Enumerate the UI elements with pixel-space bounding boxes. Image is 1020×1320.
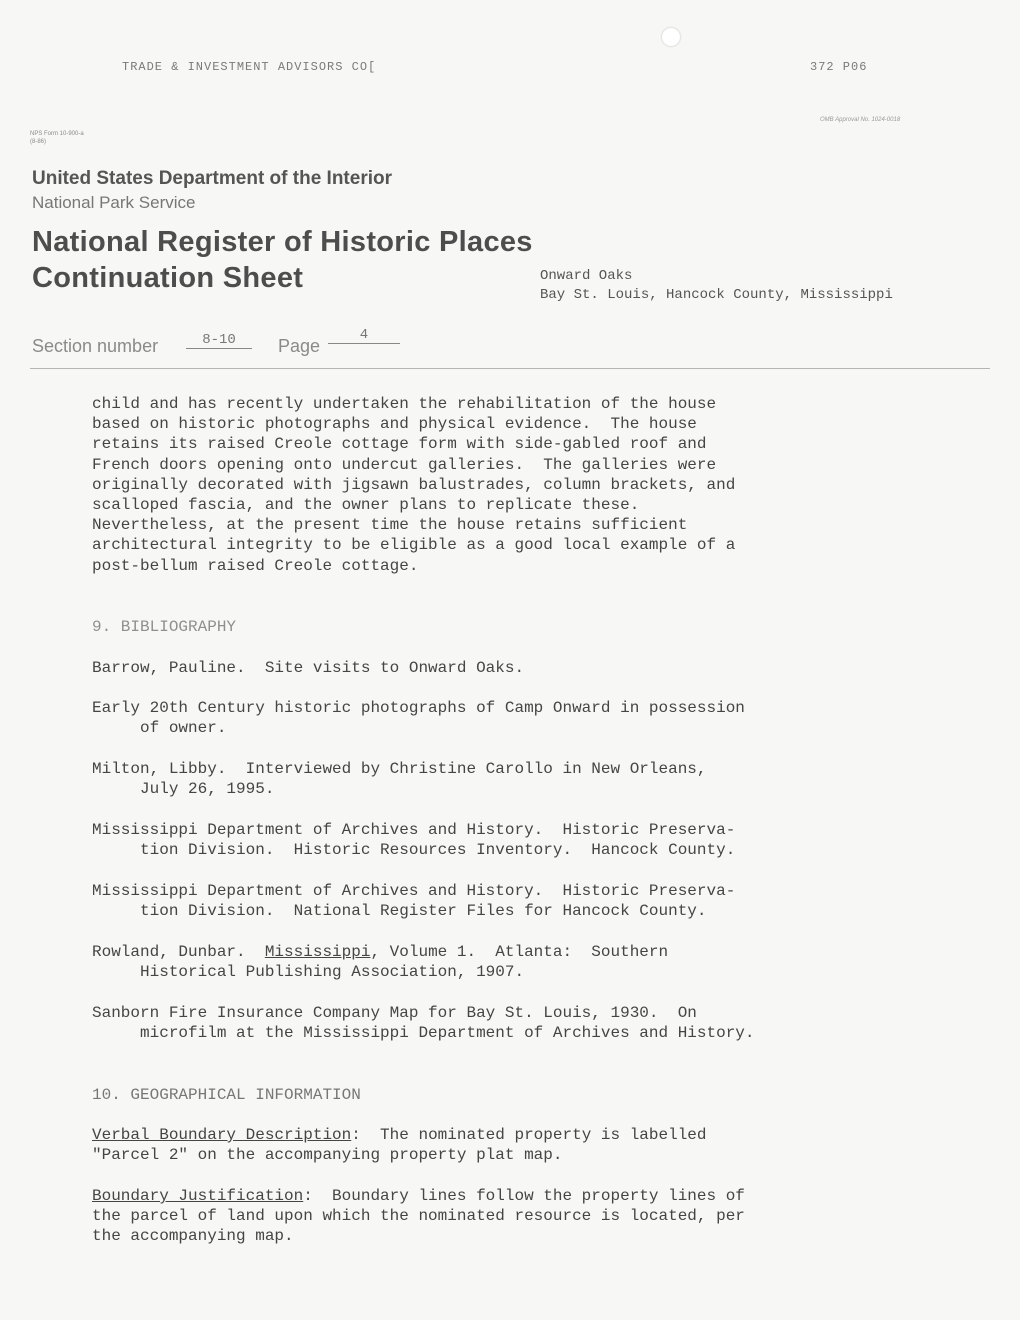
page-label: Page <box>278 336 321 356</box>
verbal-boundary-text: : The nominated property is labelled "Parcel 2" on the accompanying property plat map. <box>92 1126 707 1165</box>
boundary-justification <box>92 1186 745 1247</box>
boundary-justification-text: : Boundary lines follow the property lines of the parcel of land upon which the nominated resource is located, per the accompanying map. <box>92 1187 745 1246</box>
verbal-boundary-label: Verbal Boundary Description <box>92 1126 352 1144</box>
department-name: United States Department of the Interior <box>32 168 392 189</box>
form-number: NPS Form 10-900-a (8-86) <box>30 131 84 145</box>
page-number-value: 4 <box>328 327 400 344</box>
section-number-label: Section number <box>32 336 159 356</box>
section-number-value: 8-10 <box>186 332 252 349</box>
bibliography-entry: Early 20th Century historic photographs of Camp Onward in possession of owner. <box>92 699 745 738</box>
geographical-heading: 10. GEOGRAPHICAL INFORMATION <box>92 1086 361 1104</box>
bibliography-entry-rowland <box>92 942 668 982</box>
rowland-rest: , Volume 1. Atlanta: Southern Historical Publishing Association, 1907. <box>140 943 669 982</box>
bibliography-entry: Milton, Libby. Interviewed by Christine Carollo in New Orleans, July 26, 1995. <box>92 760 707 799</box>
fax-page-code: 372 P06 <box>810 60 868 74</box>
bibliography-entry: Barrow, Pauline. Site visits to Onward Oaks. <box>92 659 525 677</box>
bibliography-entry: Sanborn Fire Insurance Company Map for Bay St. Louis, 1930. On microfilm at the Mississippi Department of Archives and History. <box>92 1004 755 1043</box>
rowland-author: Rowland, Dunbar. <box>92 943 265 961</box>
omb-approval-note: OMB Approval No. 1024-0018 <box>820 117 901 123</box>
rowland-title: Mississippi <box>264 943 371 961</box>
fax-sender-header: TRADE & INVESTMENT ADVISORS CO[ <box>122 60 377 74</box>
continuation-title: Continuation Sheet <box>32 262 304 294</box>
intro-paragraph: child and has recently undertaken the rehabilitation of the house based on historic photographs and physical evidence. The house retains its raised Creole cottage form with side-gabled roof and French doors opening onto undercut galleries. The galleries were originally decorated with jigsawn balustrades, column brackets, and scalloped fascia, and the owner plans to replicate these. Nevertheless, at the present time the house retains sufficient architectural integrity to be eligible as a good local example of a post-bellum raised Creole cottage. <box>92 395 736 575</box>
bibliography-entry: Mississippi Department of Archives and History. Historic Preserva- tion Division. National Register Files for Hancock County. <box>92 882 736 921</box>
property-location: Bay St. Louis, Hancock County, Mississippi <box>540 287 893 303</box>
property-name: Onward Oaks <box>540 268 633 284</box>
bibliography-entry: Mississippi Department of Archives and History. Historic Preserva- tion Division. Historic Resources Inventory. Hancock County. <box>92 821 736 860</box>
header-divider <box>30 368 990 369</box>
bibliography-heading: 9. BIBLIOGRAPHY <box>92 618 237 636</box>
service-name: National Park Service <box>32 193 196 212</box>
verbal-boundary-description <box>92 1125 707 1165</box>
boundary-justification-label: Boundary Justification <box>92 1187 304 1205</box>
register-title: National Register of Historic Places <box>32 226 533 258</box>
punch-hole <box>662 28 680 46</box>
